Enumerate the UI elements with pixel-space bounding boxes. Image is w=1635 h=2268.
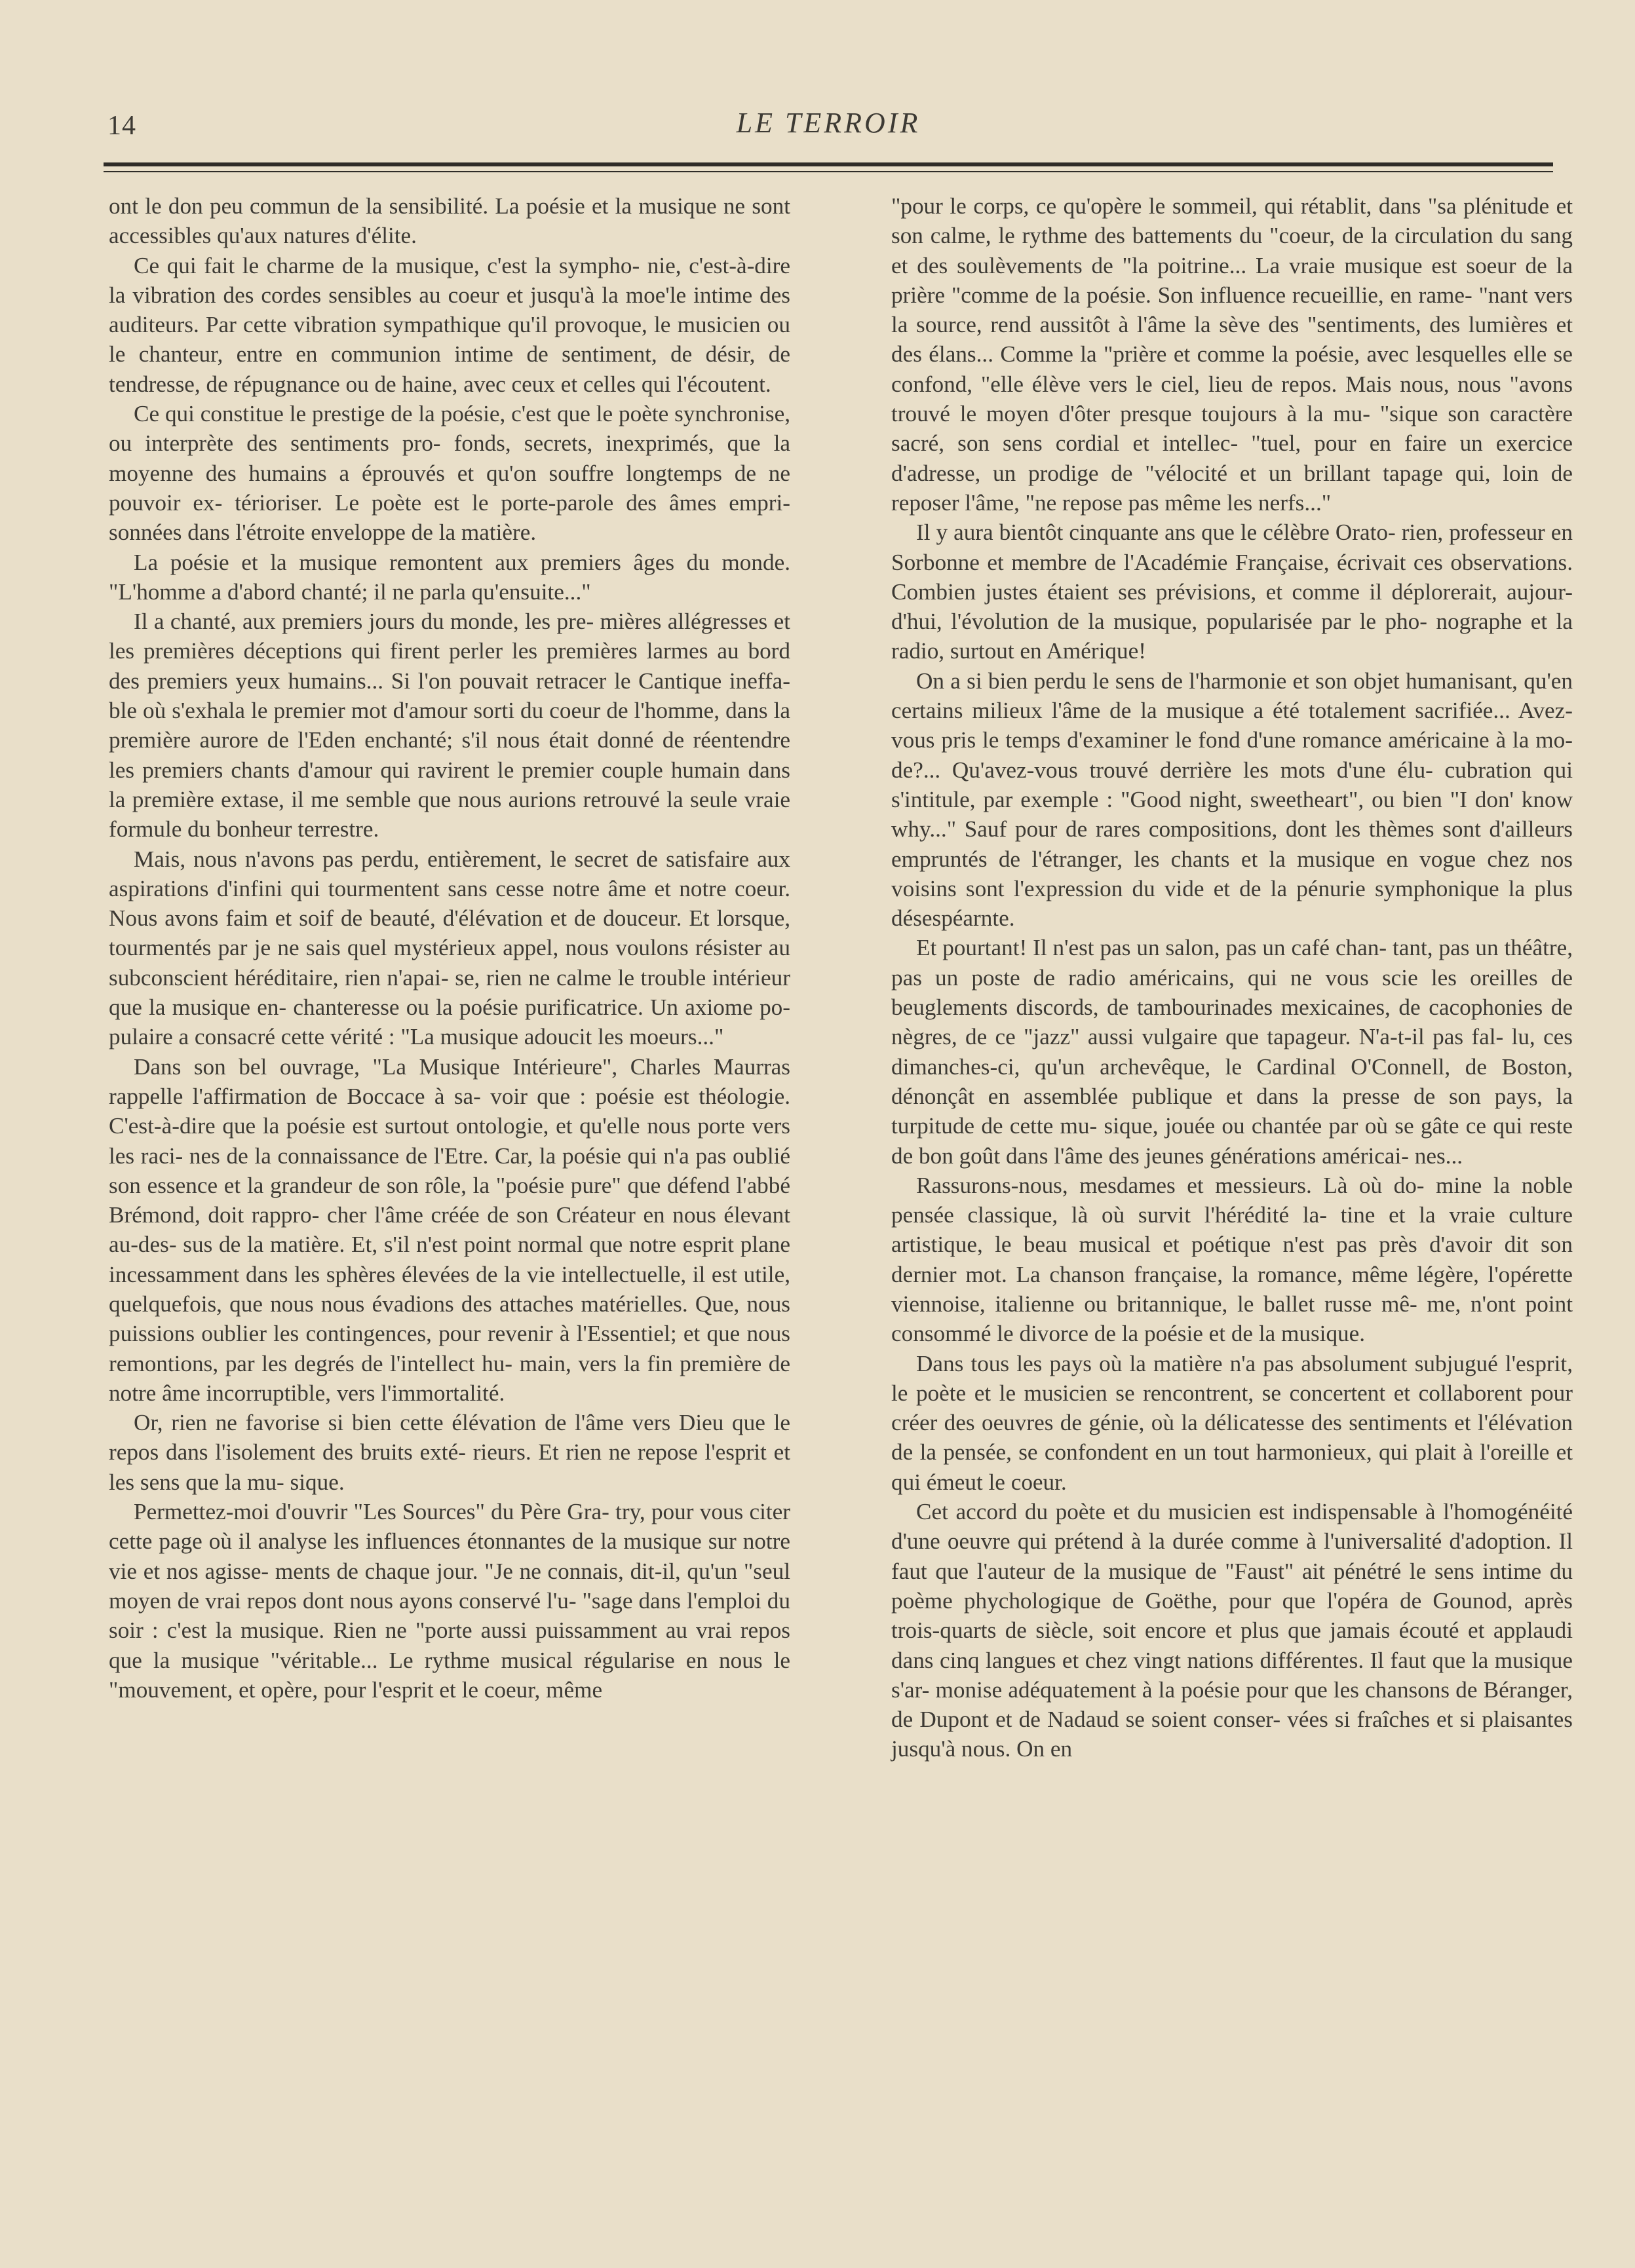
- running-title: LE TERROIR: [736, 107, 921, 139]
- paragraph: La poésie et la musique remontent aux premiers âges du monde. "L'homme a d'abord chanté; il ne parla qu'ensuite...": [109, 549, 790, 605]
- paragraph: Il a chanté, aux premiers jours du monde, les pre- mières allégresses et les premières déceptions qui firent perler les premières larmes au bord des premiers yeux humains... Si l'on pouvait retracer le Cantique ineffa- ble où s'exhala le premier mot d'amour sorti du coeur de l'homme, dans la première aurore de l'Eden enchanté; s'il nous était donné de réentendre les premiers chants d'amour qui ravirent le premier couple humain dans la première extase, il me semble que nous aurions retrouvé la seule vraie formule du bonheur terrestre.: [109, 609, 790, 842]
- paragraph: Or, rien ne favorise si bien cette élévation de l'âme vers Dieu que le repos dans l'isolement des bruits exté- rieurs. Et rien ne repose l'esprit et les sens que la mu- sique.: [109, 1410, 790, 1495]
- paragraph: Cet accord du poète et du musicien est indispensable à l'homogénéité d'une oeuvre qui prétend à la durée comme à l'universalité d'adoption. Il faut que l'auteur de la musique de "Faust" ait pénétré le sens intime du poème phychologique de Goëthe, pour que l'opéra de Gounod, après trois-quarts de siècle, soit encore et plus que jamais écouté et applaudi dans cinq langues et chez vingt nations différentes. Il faut que la musique s'ar- monise adéquatement à la poésie pour que les chansons de Béranger, de Dupont et de Nadaud se soient conser- vées si fraîches et si plaisantes jusqu'à nous. On en: [891, 1499, 1573, 1762]
- paragraph: Et pourtant! Il n'est pas un salon, pas un café chan- tant, pas un théâtre, pas un poste de radio américains, qui ne vous scie les oreilles de beuglements discords, de tambourinades mexicaines, de cacophonies de nègres, de ce "jazz" aussi vulgaire que tapageur. N'a-t-il pas fal- lu, ces dimanches-ci, qu'un archevêque, le Cardinal O'Connell, de Boston, dénonçât en assemblée publique et dans la presse de son pays, la turpitude de cette mu- sique, jouée ou chantée par où se gâte ce qui reste de bon goût dans l'âme des jeunes générations américai- nes...: [891, 935, 1573, 1169]
- paragraph: Permettez-moi d'ouvrir "Les Sources" du Père Gra- try, pour vous citer cette page où il analyse les influences étonnantes de la musique sur notre vie et nos agisse- ments de chaque jour. "Je ne connais, dit-il, qu'un "seul moyen de vrai repos dont nous ayons conservé l'u- "sage dans l'emploi du soir : c'est la musique. Rien ne "porte aussi puissamment au vrai repos que la musique "véritable... Le rythme musical régularise en nous le "mouvement, et opère, pour l'esprit et le coeur, même: [109, 1499, 790, 1703]
- header-rule-thin: [104, 171, 1553, 172]
- paragraph: Ce qui fait le charme de la musique, c'est la sympho- nie, c'est-à-dire la vibration des cordes sensibles au coeur et jusqu'à la moe'le intime des auditeurs. Par cette vibration sympathique qu'il provoque, le musicien ou le chanteur, entre en communion intime de sentiment, de désir, de tendresse, de répugnance ou de haine, avec ceux et celles qui l'écoutent.: [109, 252, 790, 397]
- paragraph: Dans tous les pays où la matière n'a pas absolument subjugué l'esprit, le poète et le musicien se rencontrent, se concertent et collaborent pour créer des oeuvres de génie, où la délicatesse des sentiments et l'élévation de la pensée, se confondent en un tout harmonieux, qui plait à l'oreille et qui émeut le coeur.: [891, 1350, 1573, 1495]
- paragraph: Rassurons-nous, mesdames et messieurs. Là où do- mine la noble pensée classique, là où survit l'hérédité la- tine et la vraie culture artistique, le beau musical et poétique n'est pas près d'avoir dit son dernier mot. La chanson française, la romance, même légère, l'opérette viennoise, italienne ou britannique, le ballet russe mê- me, n'ont point consommé le divorce de la poésie et de la musique.: [891, 1172, 1573, 1347]
- page-header: [104, 98, 1553, 141]
- paragraph: Ce qui constitue le prestige de la poésie, c'est que le poète synchronise, ou interprète des sentiments pro- fonds, secrets, inexprimés, que la moyenne des humains a éprouvés et qu'on souffre longtemps de ne pouvoir ex- térioriser. Le poète est le porte-parole des âmes empri- sonnées dans l'étroite enveloppe de la matière.: [109, 401, 790, 546]
- paragraph: "pour le corps, ce qu'opère le sommeil, qui rétablit, dans "sa plénitude et son calme, le rythme des battements du "coeur, de la circulation du sang et des soulèvements de "la poitrine... La vraie musique est soeur de la prière "comme de la poésie. Son influence recueillie, en rame- "nant vers la source, rend aussitôt à l'âme la sève des "sentiments, des lumières et des élans... Comme la "prière et comme la poésie, avec lesquelles elle se confond, "elle élève vers le ciel, lieu de repos. Mais nous, nous "avons trouvé le moyen d'ôter presque toujours à la mu- "sique son caractère sacré, son sens cordial et intellec- "tuel, pour en faire un exercice d'adresse, un prodige de "vélocité et un brillant tapage qui, loin de reposer l'âme, "ne repose pas même les nerfs...": [891, 193, 1573, 516]
- paragraph: ont le don peu commun de la sensibilité. La poésie et la musique ne sont accessibles qu'aux natures d'élite.: [109, 193, 790, 249]
- page-number: 14: [107, 111, 136, 141]
- paragraph: Dans son bel ouvrage, "La Musique Intérieure", Charles Maurras rappelle l'affirmation de Boccace à sa- voir que : poésie est théologie. C'est-à-dire que la poésie est surtout ontologie, et qu'elle nous porte vers les raci- nes de la connaissance de l'Etre. Car, la poésie qui n'a pas oublié son essence et la grandeur de son rôle, la "poésie pure" que défend l'abbé Brémond, doit rappro- cher l'âme créée de son Créateur en nous élevant au-des- sus de la matière. Et, s'il n'est point normal que notre esprit plane incessamment dans les sphères élevées de la vie intellectuelle, il est utile, quelquefois, que nous nous évadions des attaches matérielles. Que, nous puissions oublier les contingences, pour revenir à l'Essentiel; et que nous remontions, par les degrés de l'intellect hu- main, vers la fin première de notre âme incorruptible, vers l'immortalité.: [109, 1053, 790, 1406]
- paragraph: On a si bien perdu le sens de l'harmonie et son objet humanisant, qu'en certains milieux l'âme de la musique a été totalement sacrifiée... Avez-vous pris le temps d'examiner le fond d'une romance américaine à la mo- de?... Qu'avez-vous trouvé derrière les mots d'une élu- cubration qui s'intitule, par exemple : "Good night, sweetheart", ou bien "I don' know why..." Sauf pour de rares compositions, dont les thèmes sont d'ailleurs empruntés de l'étranger, les chants et la musique en vogue chez nos voisins sont l'expression du vide et de la pénurie symphonique la plus désespéarnte.: [891, 668, 1573, 932]
- left-column: [109, 191, 790, 1705]
- right-column: [891, 191, 1573, 1764]
- paragraph: Il y aura bientôt cinquante ans que le célèbre Orato- rien, professeur en Sorbonne et membre de l'Académie Française, écrivait ces observations. Combien justes étaient ses prévisions, et comme il déplorerait, aujour- d'hui, l'évolution de la musique, popularisée par le pho- nographe et la radio, surtout en Amérique!: [891, 520, 1573, 664]
- paragraph: Mais, nous n'avons pas perdu, entièrement, le secret de satisfaire aux aspirations d'infini qui tourmentent sans cesse notre âme et notre coeur. Nous avons faim et soif de beauté, d'élévation et de douceur. Et lorsque, tourmentés par je ne sais quel mystérieux appel, nous voulons résister au subconscient héréditaire, rien n'apai- se, rien ne calme le trouble intérieur que la musique en- chanteresse ou la poésie purificatrice. Un axiome po- pulaire a consacré cette vérité : "La musique adoucit les moeurs...": [109, 846, 790, 1050]
- header-rule-thick: [104, 162, 1553, 166]
